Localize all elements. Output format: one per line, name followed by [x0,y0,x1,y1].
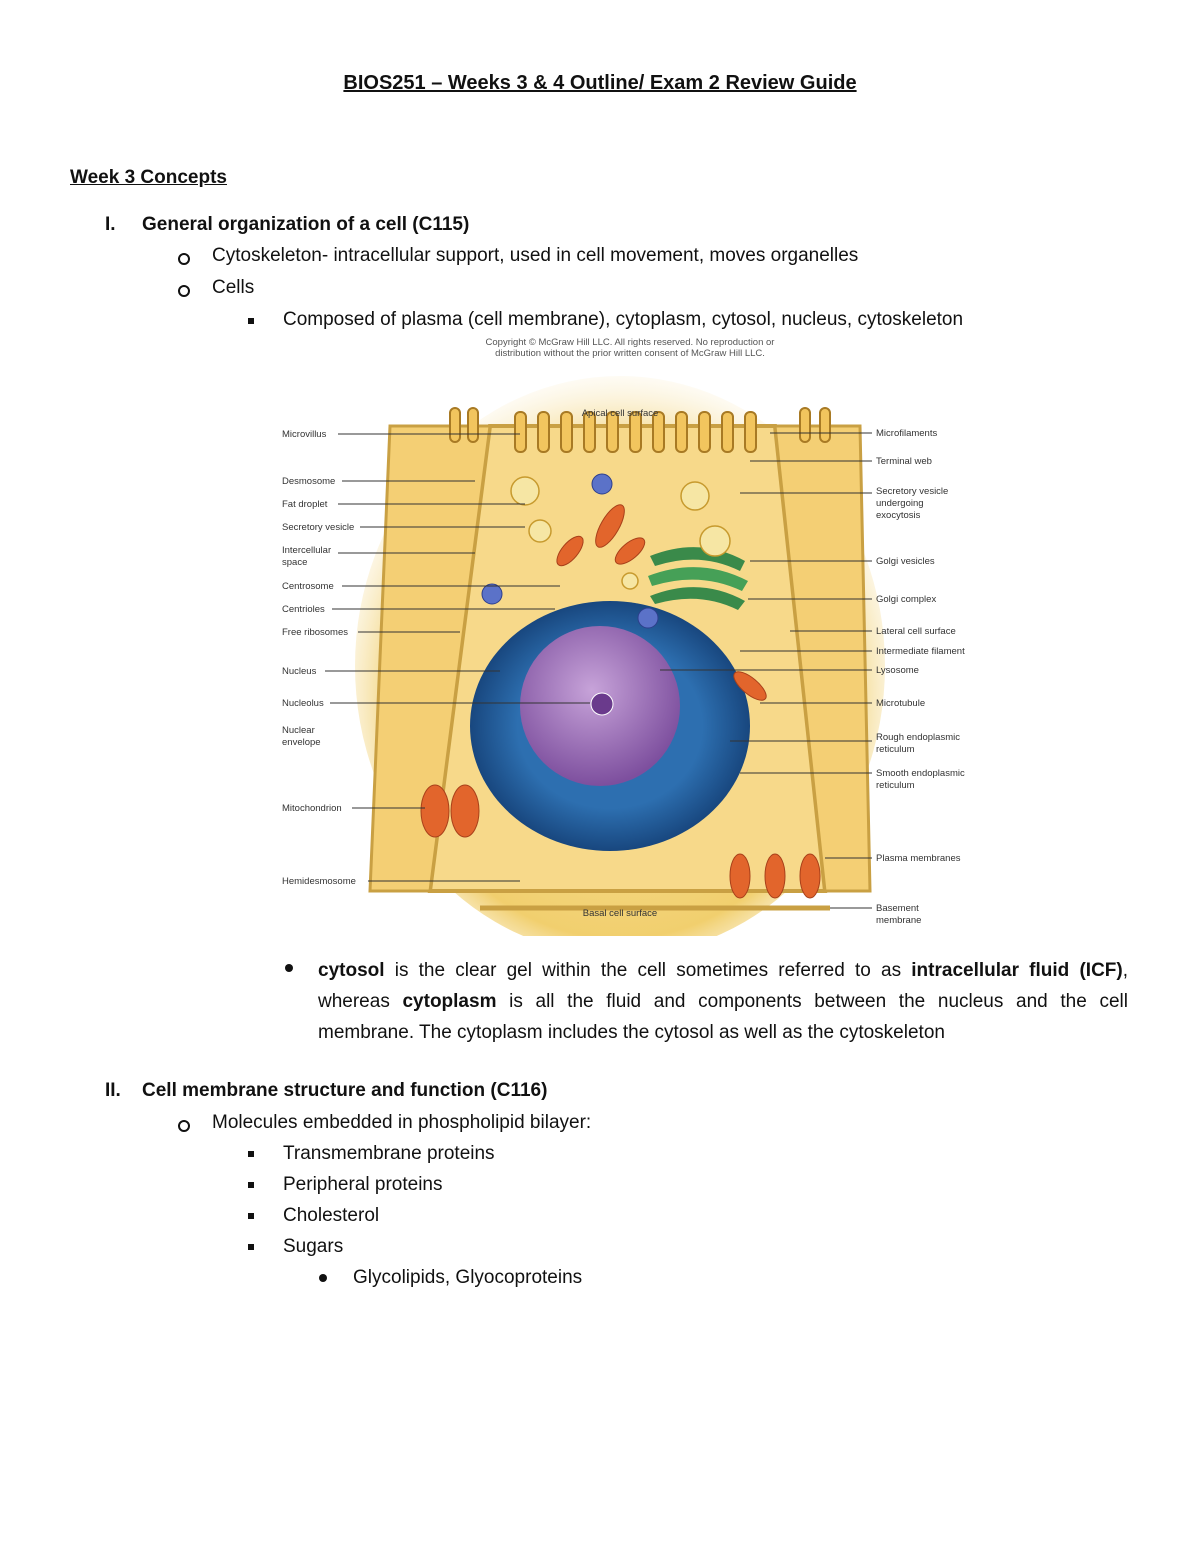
label-desmosome: Desmosome [282,476,336,487]
label-centrioles: Centrioles [282,604,325,615]
label-hemidesmosome: Hemidesmosome [282,876,356,887]
label-smooth-er-2: reticulum [876,780,915,791]
label-plasma-membranes: Plasma membranes [876,853,961,864]
label-golgi-complex: Golgi complex [876,594,937,605]
list-subitem: Peripheral proteins [283,1174,443,1195]
label-microtubule: Microtubule [876,698,926,709]
label-free-ribosomes: Free ribosomes [282,627,348,638]
label-secretory-vesicle-r1: Secretory vesicle [876,486,949,497]
label-envelope: envelope [282,737,321,748]
para-text-1: is the clear gel within the cell sometimes referred to as [384,960,912,981]
label-mitochondrion: Mitochondrion [282,803,342,814]
copyright-line-2: distribution without the prior written consent of McGraw Hill LLC. [495,348,765,359]
label-intercellular: Intercellular [282,545,332,556]
label-rough-er-1: Rough endoplasmic [876,732,960,743]
list-item-cells: Cells [212,277,255,298]
label-lysosome: Lysosome [876,665,919,676]
outline-heading-2: Cell membrane structure and function (C116) [142,1080,548,1101]
hollow-bullet-icon [178,1120,190,1132]
square-bullet-icon [248,1182,254,1188]
label-intermediate-filament: Intermediate filament [876,646,965,657]
label-secretory-vesicle-r2: undergoing [876,498,924,509]
label-secretory-vesicle: Secretory vesicle [282,522,355,533]
label-space: space [282,557,308,568]
list-subitem-composition: Composed of plasma (cell membrane), cytoplasm, cytosol, nucleus, cytoskeleton [283,309,964,330]
section-heading: Week 3 Concepts [70,167,227,188]
label-secretory-vesicle-r3: exocytosis [876,510,921,521]
hollow-bullet-icon [178,253,190,265]
term-cytoplasm: cytoplasm [402,991,497,1012]
label-rough-er-2: reticulum [876,744,915,755]
outline-heading-1: General organization of a cell (C115) [142,214,470,235]
outline-numeral-1: I. [105,214,116,235]
list-item-cytoskeleton: Cytoskeleton- intracellular support, used in cell movement, moves organelles [212,245,859,266]
label-nucleus: Nucleus [282,666,317,677]
label-microvillus: Microvillus [282,429,327,440]
right-labels [876,428,965,926]
term-cytosol: cytosol [318,960,385,981]
list-item-molecules: Molecules embedded in phospholipid bilayer: [212,1112,592,1133]
basal-surface-label: Basal cell surface [582,908,658,919]
document-title: BIOS251 – Weeks 3 & 4 Outline/ Exam 2 Review Guide [343,72,857,94]
label-nuclear: Nuclear [282,725,315,736]
label-basement-1: Basement [876,903,919,914]
label-terminal-web: Terminal web [876,456,932,467]
list-subsubitem: Glycolipids, Glyocoproteins [353,1267,583,1288]
nucleolus-shape [591,693,613,715]
label-basement-2: membrane [876,915,922,926]
label-golgi-vesicles: Golgi vesicles [876,556,935,567]
round-bullet-icon [285,964,293,972]
square-bullet-icon [248,318,254,324]
list-subitem: Transmembrane proteins [283,1143,495,1164]
apical-surface-label: Apical cell surface [581,408,659,419]
label-fat-droplet: Fat droplet [282,499,328,510]
cytosol-paragraph [318,955,1128,1048]
cell-structure-diagram [270,336,990,936]
para-text-3: is all the fluid and components between the nucleus and the cell membrane. The cytoplasm includes the cytosol as well as the cytoskeleton [318,991,1128,1043]
label-microfilaments: Microfilaments [876,428,938,439]
square-bullet-icon [248,1244,254,1250]
list-subitem: Cholesterol [283,1205,380,1226]
left-labels [282,429,356,887]
round-bullet-icon [319,1274,327,1282]
square-bullet-icon [248,1151,254,1157]
label-centrosome: Centrosome [282,581,334,592]
label-smooth-er-1: Smooth endoplasmic [876,768,965,779]
label-nucleolus: Nucleolus [282,698,324,709]
hollow-bullet-icon [178,285,190,297]
list-subitem: Sugars [283,1236,344,1257]
copyright-line-1: Copyright © McGraw Hill LLC. All rights reserved. No reproduction or [485,337,775,348]
para-text-2: , whereas [318,960,1129,1012]
label-lateral-surface: Lateral cell surface [876,626,956,637]
outline-numeral-2: II. [105,1080,121,1101]
term-icf: intracellular fluid (ICF) [911,960,1123,981]
square-bullet-icon [248,1213,254,1219]
